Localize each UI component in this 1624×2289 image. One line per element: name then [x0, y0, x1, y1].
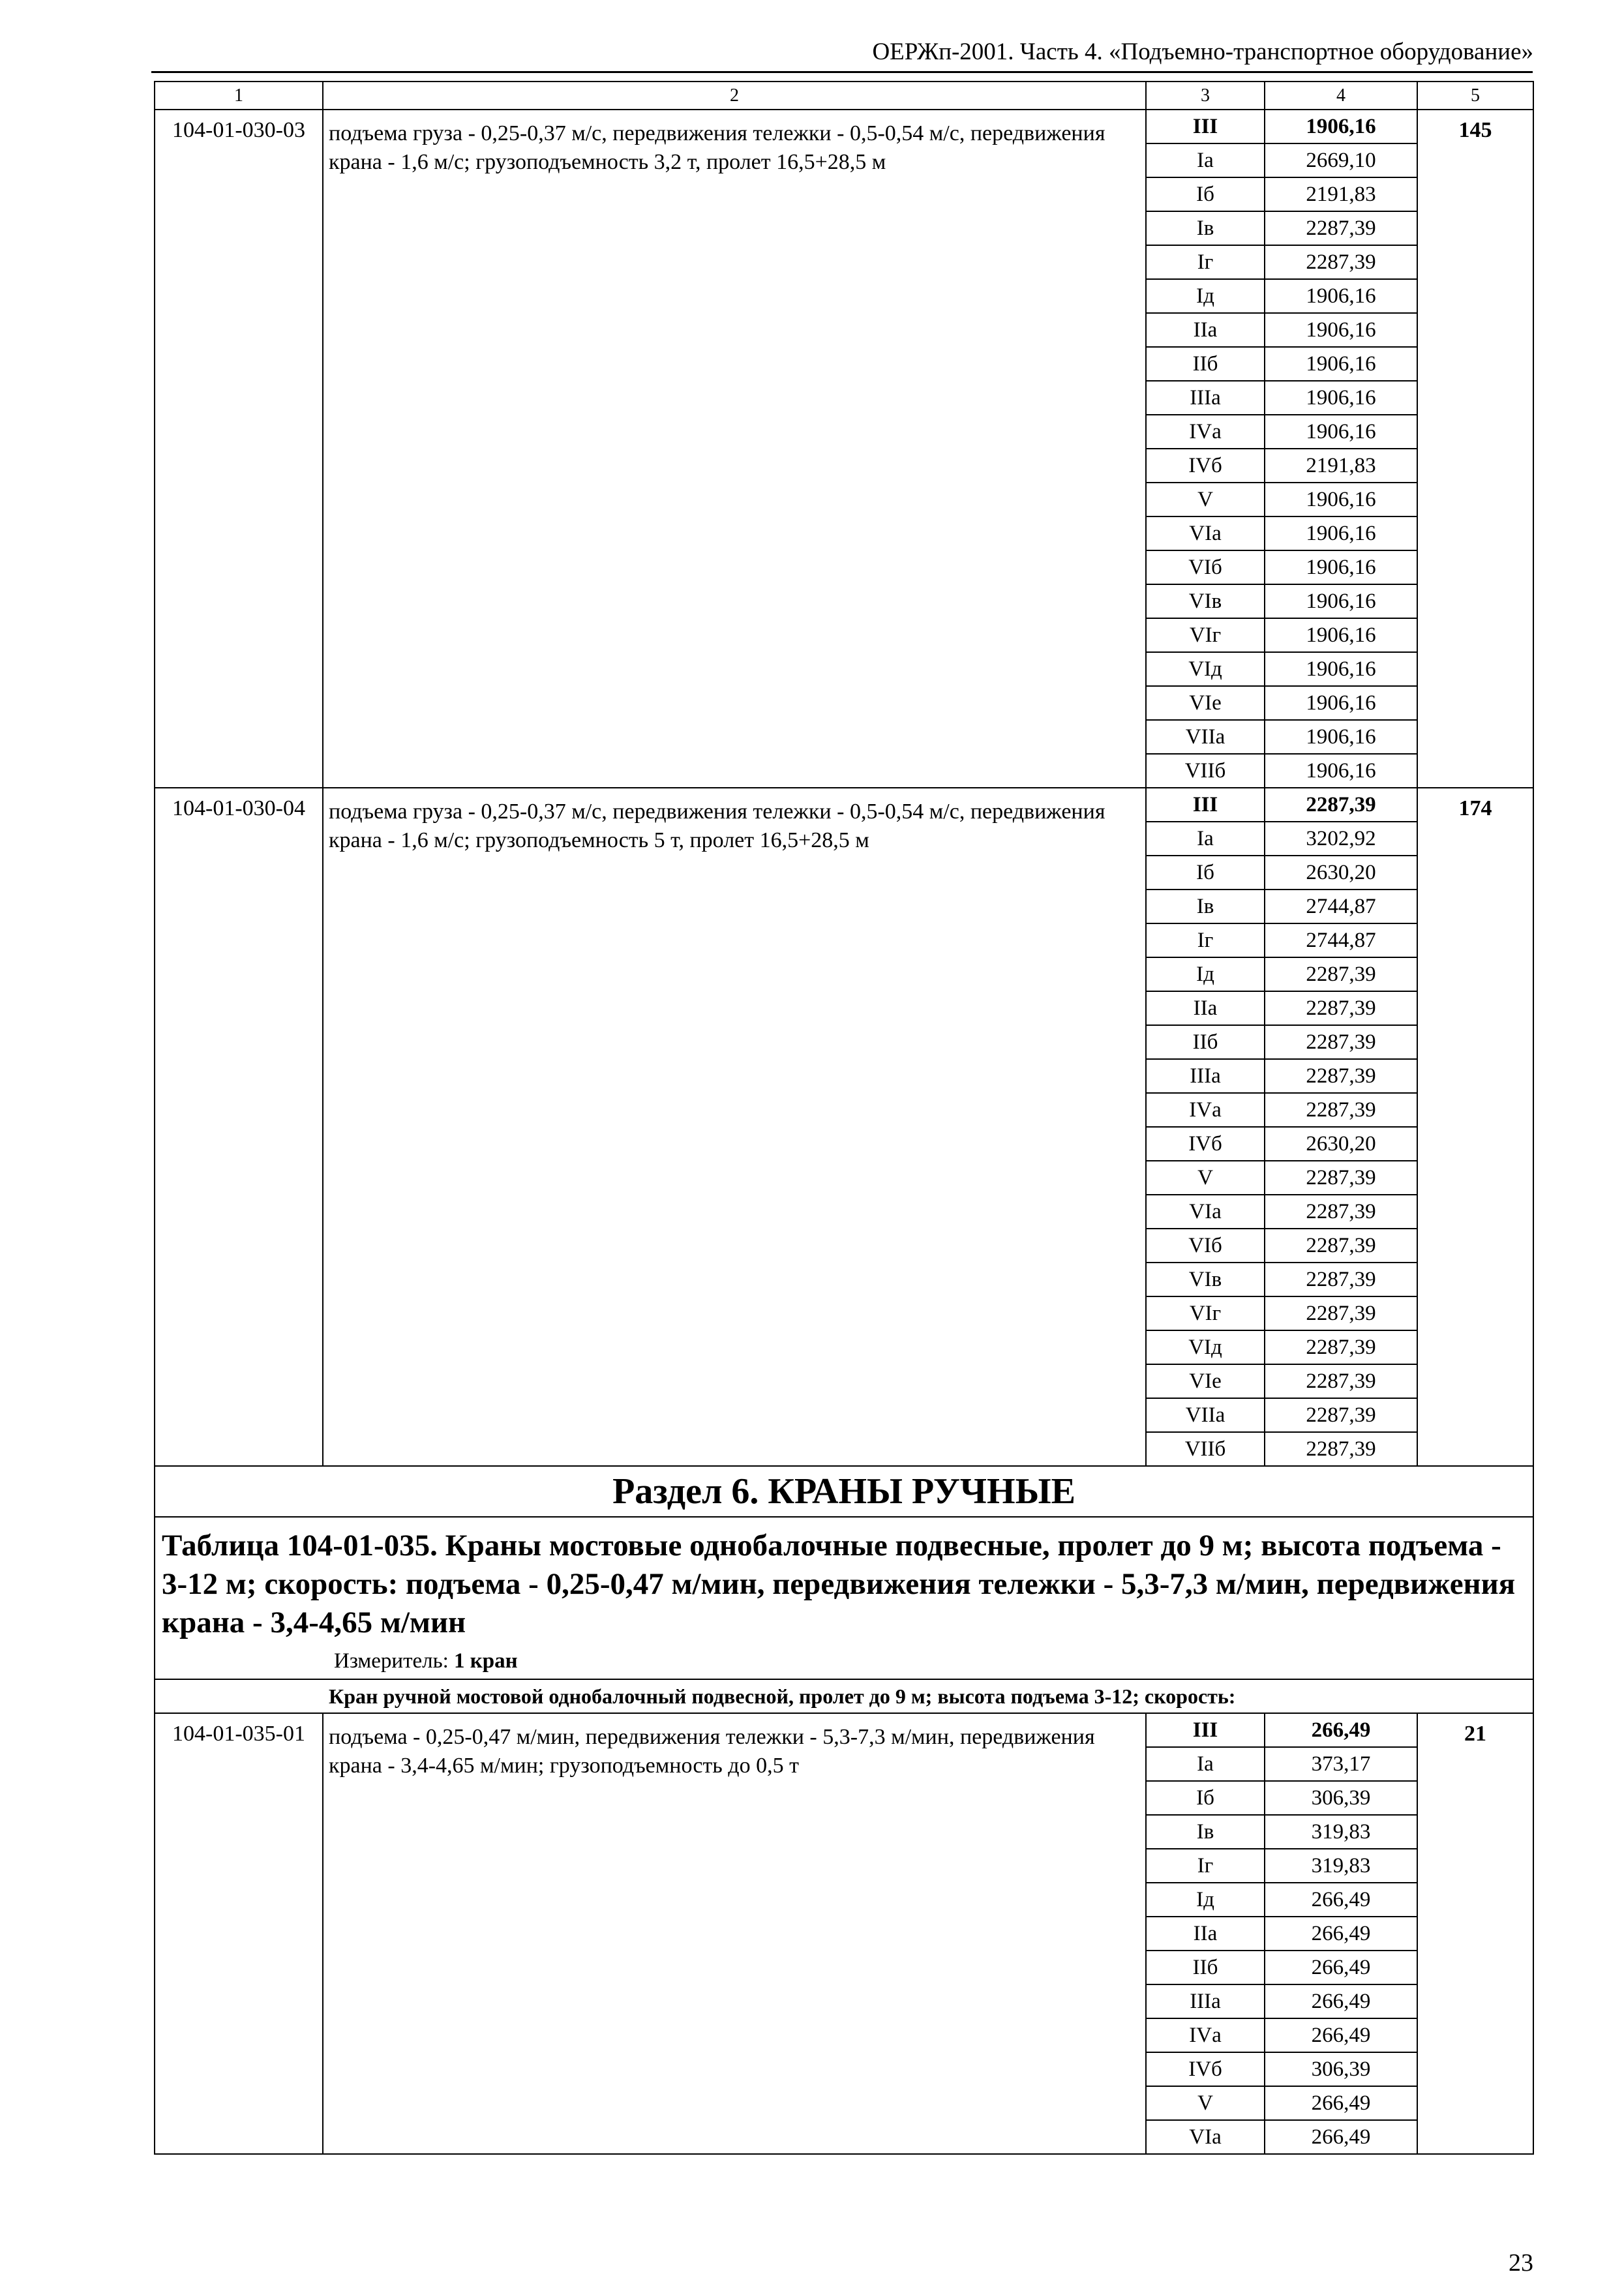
- zone-cell: Iд: [1146, 279, 1265, 313]
- table-title-cell: [155, 1517, 1533, 1679]
- meter: [334, 1649, 1526, 1673]
- column-number-row: [155, 82, 1533, 110]
- price-cell: 2744,87: [1265, 890, 1417, 923]
- zone-cell: V: [1146, 1161, 1265, 1195]
- price-cell: 2744,87: [1265, 923, 1417, 957]
- price-cell: 319,83: [1265, 1815, 1417, 1849]
- zone-cell: V: [1146, 2086, 1265, 2120]
- running-header: ОЕРЖп-2001. Часть 4. «Подъемно-транспортное оборудование»: [872, 38, 1533, 65]
- price-cell: 1906,16: [1265, 754, 1417, 788]
- zone-cell: IIб: [1146, 1951, 1265, 1984]
- item-description: подъема груза - 0,25-0,37 м/с, передвижения тележки - 0,5-0,54 м/с, передвижения крана - 1,6 м/с; грузоподъемность 3,2 т, пролет 16,5+28,5 м: [323, 110, 1146, 788]
- price-cell: 3202,92: [1265, 822, 1417, 856]
- zone-cell: VIе: [1146, 1364, 1265, 1398]
- price-cell: 373,17: [1265, 1747, 1417, 1781]
- section-title: Раздел 6. КРАНЫ РУЧНЫЕ: [155, 1466, 1533, 1517]
- zone-cell: Iб: [1146, 1781, 1265, 1815]
- price-cell: 2287,39: [1265, 991, 1417, 1025]
- zone-cell: VIа: [1146, 516, 1265, 550]
- zone-cell: IVб: [1146, 449, 1265, 483]
- column-number: 4: [1265, 82, 1417, 110]
- price-cell: 266,49: [1265, 2120, 1417, 2154]
- price-cell: 2287,39: [1265, 1398, 1417, 1432]
- price-cell: 2669,10: [1265, 143, 1417, 177]
- price-cell: 266,49: [1265, 1984, 1417, 2018]
- zone-cell: III: [1146, 788, 1265, 822]
- price-cell: 2287,39: [1265, 245, 1417, 279]
- zone-cell: VIд: [1146, 652, 1265, 686]
- price-cell: 2287,39: [1265, 1330, 1417, 1364]
- zone-cell: IVа: [1146, 415, 1265, 449]
- price-cell: 319,83: [1265, 1849, 1417, 1883]
- price-cell: 2287,39: [1265, 1025, 1417, 1059]
- zone-cell: IVб: [1146, 2052, 1265, 2086]
- labor-cost: 21: [1417, 1713, 1533, 2154]
- item-code: 104-01-030-04: [155, 788, 323, 1466]
- price-cell: 2287,39: [1265, 788, 1417, 822]
- subheader: Кран ручной мостовой однобалочный подвесной, пролет до 9 м; высота подъема 3-12; скорость:: [155, 1679, 1533, 1713]
- price-cell: 1906,16: [1265, 584, 1417, 618]
- zone-cell: VIд: [1146, 1330, 1265, 1364]
- zone-cell: VIб: [1146, 1229, 1265, 1263]
- price-cell: 1906,16: [1265, 313, 1417, 347]
- price-cell: 2287,39: [1265, 1229, 1417, 1263]
- zone-cell: III: [1146, 1713, 1265, 1747]
- price-cell: 266,49: [1265, 1713, 1417, 1747]
- zone-cell: Iа: [1146, 822, 1265, 856]
- column-number: 2: [323, 82, 1146, 110]
- price-cell: 1906,16: [1265, 415, 1417, 449]
- zone-cell: IIа: [1146, 1917, 1265, 1951]
- item-description: подъема - 0,25-0,47 м/мин, передвижения тележки - 5,3-7,3 м/мин, передвижения крана - 3,4-4,65 м/мин; грузоподъемность до 0,5 т: [323, 1713, 1146, 2154]
- price-cell: 2287,39: [1265, 1161, 1417, 1195]
- price-cell: 2287,39: [1265, 957, 1417, 991]
- price-cell: 1906,16: [1265, 652, 1417, 686]
- price-cell: 1906,16: [1265, 347, 1417, 381]
- zone-cell: IVб: [1146, 1127, 1265, 1161]
- price-cell: 2287,39: [1265, 211, 1417, 245]
- price-cell: 266,49: [1265, 2086, 1417, 2120]
- price-cell: 1906,16: [1265, 279, 1417, 313]
- price-cell: 2630,20: [1265, 856, 1417, 890]
- labor-cost: 145: [1417, 110, 1533, 788]
- section-row: [155, 1466, 1533, 1517]
- price-cell: 2191,83: [1265, 449, 1417, 483]
- price-cell: 1906,16: [1265, 381, 1417, 415]
- zone-cell: VIв: [1146, 584, 1265, 618]
- meter-label: Измеритель:: [334, 1649, 449, 1673]
- zone-cell: IVа: [1146, 1093, 1265, 1127]
- price-cell: 2287,39: [1265, 1059, 1417, 1093]
- zone-cell: Iд: [1146, 1883, 1265, 1917]
- price-cell: 266,49: [1265, 1917, 1417, 1951]
- price-cell: 1906,16: [1265, 720, 1417, 754]
- zone-cell: IVа: [1146, 2018, 1265, 2052]
- zone-cell: VIIа: [1146, 720, 1265, 754]
- zone-cell: IIа: [1146, 313, 1265, 347]
- zone-cell: Iв: [1146, 211, 1265, 245]
- zone-cell: IIб: [1146, 1025, 1265, 1059]
- zone-cell: VIIб: [1146, 754, 1265, 788]
- zone-cell: IIIа: [1146, 1984, 1265, 2018]
- labor-cost: 174: [1417, 788, 1533, 1466]
- price-cell: 2630,20: [1265, 1127, 1417, 1161]
- table-title: Таблица 104-01-035. Краны мостовые однобалочные подвесные, пролет до 9 м; высота подъема - 3-12 м; скорость: подъема - 0,25-0,47 м/мин, передвижения тележки - 5,3-7,3 м/мин, передвижения крана - 3,4-4,65 м/мин: [162, 1529, 1516, 1639]
- price-cell: 306,39: [1265, 1781, 1417, 1815]
- zone-cell: Iб: [1146, 856, 1265, 890]
- column-number: 5: [1417, 82, 1533, 110]
- header-rule: [151, 71, 1533, 73]
- price-table: [154, 81, 1534, 2155]
- table-row: [155, 110, 1533, 143]
- page-number: 23: [1509, 2249, 1533, 2277]
- subheader-row: [155, 1679, 1533, 1713]
- zone-cell: VIIб: [1146, 1432, 1265, 1466]
- table-row: [155, 1713, 1533, 1747]
- price-cell: 1906,16: [1265, 483, 1417, 516]
- zone-cell: Iа: [1146, 1747, 1265, 1781]
- price-cell: 2287,39: [1265, 1364, 1417, 1398]
- meter-value: 1 кран: [454, 1649, 518, 1673]
- price-table-body: [155, 82, 1533, 2154]
- item-code: 104-01-035-01: [155, 1713, 323, 2154]
- zone-cell: Iг: [1146, 923, 1265, 957]
- zone-cell: VIа: [1146, 2120, 1265, 2154]
- table-title-row: [155, 1517, 1533, 1679]
- price-cell: 306,39: [1265, 2052, 1417, 2086]
- price-cell: 266,49: [1265, 1951, 1417, 1984]
- zone-cell: VIб: [1146, 550, 1265, 584]
- zone-cell: IIб: [1146, 347, 1265, 381]
- item-code: 104-01-030-03: [155, 110, 323, 788]
- zone-cell: VIа: [1146, 1195, 1265, 1229]
- zone-cell: Iг: [1146, 245, 1265, 279]
- price-cell: 2287,39: [1265, 1195, 1417, 1229]
- price-cell: 1906,16: [1265, 110, 1417, 143]
- item-description: подъема груза - 0,25-0,37 м/с, передвижения тележки - 0,5-0,54 м/с, передвижения крана - 1,6 м/с; грузоподъемность 5 т, пролет 16,5+28,5 м: [323, 788, 1146, 1466]
- price-cell: 2191,83: [1265, 177, 1417, 211]
- price-cell: 266,49: [1265, 1883, 1417, 1917]
- price-cell: 1906,16: [1265, 550, 1417, 584]
- zone-cell: V: [1146, 483, 1265, 516]
- column-number: 3: [1146, 82, 1265, 110]
- price-cell: 1906,16: [1265, 618, 1417, 652]
- zone-cell: Iв: [1146, 1815, 1265, 1849]
- price-cell: 1906,16: [1265, 686, 1417, 720]
- price-cell: 1906,16: [1265, 516, 1417, 550]
- zone-cell: Iв: [1146, 890, 1265, 923]
- zone-cell: IIIа: [1146, 381, 1265, 415]
- zone-cell: VIв: [1146, 1263, 1265, 1296]
- zone-cell: Iд: [1146, 957, 1265, 991]
- price-cell: 2287,39: [1265, 1093, 1417, 1127]
- zone-cell: Iг: [1146, 1849, 1265, 1883]
- price-cell: 2287,39: [1265, 1296, 1417, 1330]
- price-cell: 2287,39: [1265, 1263, 1417, 1296]
- zone-cell: Iб: [1146, 177, 1265, 211]
- zone-cell: IIIа: [1146, 1059, 1265, 1093]
- price-cell: 266,49: [1265, 2018, 1417, 2052]
- zone-cell: VIг: [1146, 618, 1265, 652]
- price-cell: 2287,39: [1265, 1432, 1417, 1466]
- zone-cell: VIе: [1146, 686, 1265, 720]
- zone-cell: Iа: [1146, 143, 1265, 177]
- zone-cell: III: [1146, 110, 1265, 143]
- table-row: [155, 788, 1533, 822]
- zone-cell: VIг: [1146, 1296, 1265, 1330]
- zone-cell: VIIа: [1146, 1398, 1265, 1432]
- column-number: 1: [155, 82, 323, 110]
- zone-cell: IIа: [1146, 991, 1265, 1025]
